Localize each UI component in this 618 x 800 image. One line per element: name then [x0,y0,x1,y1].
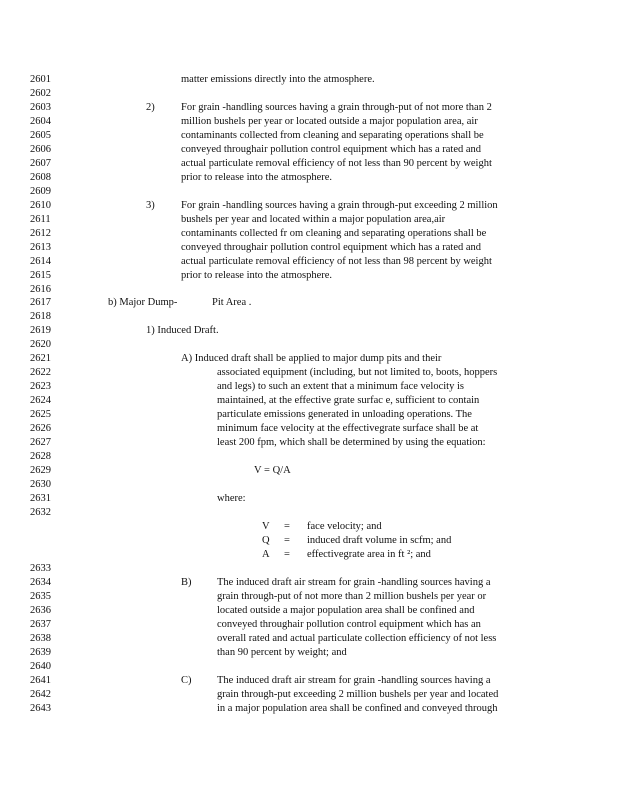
line-number: 2641 [30,675,51,686]
line-number: 2623 [30,381,51,392]
line-number: 2635 [30,591,51,602]
line-number: 2618 [30,311,51,322]
line-number: 2626 [30,423,51,434]
paragraph-line: A) Induced draft shall be applied to major dump pits and their [181,353,442,364]
paragraph-line: and legs) to such an extent that a minimum face velocity is [217,381,464,392]
paragraph-line: conveyed throughair pollution control equipment which has a rated and [181,242,482,253]
line-number: 2624 [30,395,51,406]
where-label: where: [217,493,246,504]
line-number: 2616 [30,284,51,295]
paragraph-line: prior to release into the atmosphere. [181,270,333,281]
line-number: 2628 [30,451,51,462]
paragraph-line: bushels per year and located within a major population area,air [181,214,446,225]
line-number: 2612 [30,228,51,239]
paragraph-line: maintained, at the effective grate surfac e, sufficient to contain [217,395,480,406]
paragraph-line: grain through-put of not more than 2 million bushels per year or [217,591,487,602]
definition-row [262,549,502,561]
paragraph-line: located outside a major population area shall be confined and [217,605,475,616]
paragraph-line: The induced draft air stream for grain -handling sources having a [217,577,491,588]
paragraph-line: minimum face velocity at the effectivegrate surface shall be at [217,423,479,434]
paragraph-line: conveyed throughair pollution control equipment which has a rated and [181,144,482,155]
line-number: 2620 [30,339,51,350]
definition-symbol: V [262,521,270,532]
paragraph-line: grain through-put exceeding 2 million bushels per year and located [217,689,499,700]
line-number: 2640 [30,661,51,672]
line-number: 2608 [30,172,51,183]
paragraph-line: conveyed throughair pollution control equipment which has an [217,619,481,630]
paragraph-line: than 90 percent by weight; and [217,647,347,658]
paragraph-line: in a major population area shall be confined and conveyed through [217,703,498,714]
item-b-label: B) [181,577,192,588]
paragraph-line: The induced draft air stream for grain -handling sources having a [217,675,491,686]
line-number: 2610 [30,200,51,211]
definition-row [262,535,502,547]
item-3-label: 3) [146,200,155,211]
line-number: 2604 [30,116,51,127]
line-number: 2638 [30,633,51,644]
line-number: 2625 [30,409,51,420]
definition-equals: = [284,549,290,560]
paragraph-line: particulate emissions generated in unloading operations. The [217,409,472,420]
definition-row [262,521,502,533]
line-number: 2636 [30,605,51,616]
paragraph-line: overall rated and actual particulate collection efficiency of not less [217,633,497,644]
paragraph-line: For grain -handling sources having a grain through-put exceeding 2 million [181,200,498,211]
definition-text: effectivegrate area in ft ²; and [307,549,431,560]
definition-text: induced draft volume in scfm; and [307,535,452,546]
item-c-label: C) [181,675,192,686]
paragraph-line: actual particulate removal efficiency of not less than 90 percent by weight [181,158,492,169]
equation: V = Q/A [254,465,291,476]
line-number: 2606 [30,144,51,155]
line-number: 2643 [30,703,51,714]
line-number: 2617 [30,297,51,308]
paragraph-line: actual particulate removal efficiency of not less than 98 percent by weight [181,256,492,267]
line-number: 2609 [30,186,51,197]
line-number: 2633 [30,563,51,574]
paragraph-line: prior to release into the atmosphere. [181,172,333,183]
paragraph-line: million bushels per year or located outside a major population area, air [181,116,478,127]
line-number: 2639 [30,647,51,658]
paragraph-line: contaminants collected fr om cleaning and separating operations shall be [181,228,487,239]
section-b-heading: b) Major Dump- [108,297,178,308]
line-number: 2637 [30,619,51,630]
section-b-heading-rest: Pit Area . [212,297,252,308]
line-number: 2601 [30,74,51,85]
definition-equals: = [284,521,290,532]
line-number: 2634 [30,577,51,588]
line-number: 2615 [30,270,51,281]
line-number: 2603 [30,102,51,113]
line-number: 2631 [30,493,51,504]
line-number: 2614 [30,256,51,267]
line-number: 2629 [30,465,51,476]
line-number: 2642 [30,689,51,700]
line-number: 2602 [30,88,51,99]
paragraph-line: least 200 fpm, which shall be determined by using the equation: [217,437,486,448]
definition-text: face velocity; and [307,521,382,532]
paragraph-line: For grain -handling sources having a grain through-put of not more than 2 [181,102,492,113]
line-number: 2613 [30,242,51,253]
item-2-label: 2) [146,102,155,113]
continued-text: matter emissions directly into the atmosphere. [181,74,375,85]
definition-symbol: A [262,549,270,560]
line-number: 2630 [30,479,51,490]
definition-symbol: Q [262,535,270,546]
line-number: 2611 [30,214,51,225]
line-number: 2627 [30,437,51,448]
line-number: 2605 [30,130,51,141]
subsection-1-heading: 1) Induced Draft. [146,325,219,336]
definition-equals: = [284,535,290,546]
line-number: 2632 [30,507,51,518]
line-number: 2622 [30,367,51,378]
line-number: 2621 [30,353,51,364]
line-number: 2607 [30,158,51,169]
line-number: 2619 [30,325,51,336]
paragraph-line: contaminants collected from cleaning and separating operations shall be [181,130,484,141]
paragraph-line: associated equipment (including, but not limited to, boots, hoppers [217,367,498,378]
